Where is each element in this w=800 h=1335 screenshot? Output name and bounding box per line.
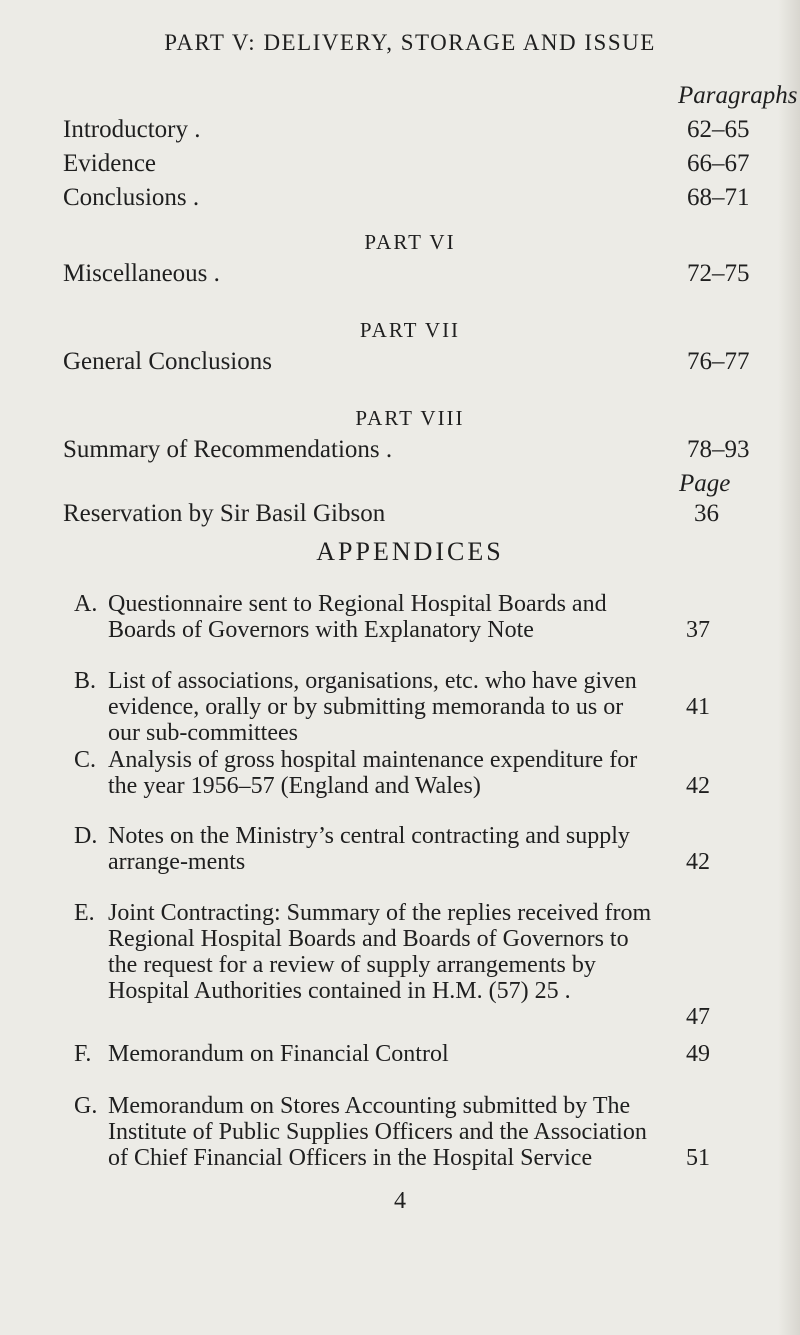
toc-row bbox=[63, 116, 773, 148]
page-number: 4 bbox=[394, 1188, 406, 1214]
part-heading: PART V: DELIVERY, STORAGE AND ISSUE bbox=[164, 30, 656, 55]
part-title: PART VII bbox=[359, 318, 461, 342]
toc-row bbox=[63, 260, 773, 292]
appendix-text: Questionnaire sent to Regional Hospital Boards and Boards of Governors with Explanatory Note bbox=[108, 591, 607, 643]
toc-row-label: Evidence bbox=[63, 150, 157, 177]
appendix-letter: G. bbox=[74, 1093, 98, 1119]
toc-row-paragraphs: 78–93 bbox=[687, 436, 750, 463]
part-title: PART VIII bbox=[355, 406, 465, 430]
toc-row-paragraphs: 66–67 bbox=[687, 150, 750, 177]
appendix-text: Memorandum on Financial Control bbox=[108, 1041, 449, 1067]
appendix-page: 42 bbox=[686, 849, 710, 875]
toc-row-paragraphs: 62–65 bbox=[687, 116, 750, 143]
appendix-letter: D. bbox=[74, 823, 98, 849]
appendix-page: 42 bbox=[686, 773, 710, 799]
appendix-page: 49 bbox=[686, 1041, 710, 1067]
appendix-page: 47 bbox=[686, 1004, 710, 1030]
toc-row-paragraphs: 72–75 bbox=[687, 260, 750, 287]
part-title: PART VI bbox=[364, 230, 456, 254]
appendix-page: 41 bbox=[686, 694, 710, 720]
appendix-page: 37 bbox=[686, 617, 710, 643]
appendix-text: Memorandum on Stores Accounting submitted by The Institute of Public Supplies Officers and the Association of Chief Financial Officers in the Hospital Service bbox=[108, 1093, 647, 1171]
toc-row bbox=[63, 500, 773, 532]
appendix-text: List of associations, organisations, etc. who have given evidence, orally or by submitting memoranda to us or our sub-committees bbox=[108, 668, 637, 746]
appendix-letter: C. bbox=[74, 747, 97, 773]
toc-row-label: General Conclusions bbox=[63, 348, 272, 375]
appendix-text: Analysis of gross hospital maintenance expenditure for the year 1956–57 (England and Wales) bbox=[108, 747, 638, 799]
toc-row bbox=[63, 436, 773, 468]
appendix-page: 51 bbox=[686, 1145, 710, 1171]
appendix-letter: A. bbox=[74, 591, 98, 617]
toc-row bbox=[63, 184, 773, 216]
appendix-letter: F. bbox=[74, 1041, 92, 1067]
toc-row-paragraphs: 76–77 bbox=[687, 348, 750, 375]
toc-row-label: Reservation by Sir Basil Gibson bbox=[63, 500, 386, 527]
toc-row-label: Conclusions . bbox=[63, 184, 200, 211]
appendix-text: Joint Contracting: Summary of the replies received from Regional Hospital Boards and Boards of Governors to the request for a review of supply arrangements by Hospital Authorities contained in H.M. (57) 25 . bbox=[108, 900, 652, 1004]
toc-row-label: Introductory . bbox=[63, 116, 201, 143]
toc-row bbox=[63, 348, 773, 380]
page-column-label: Page bbox=[679, 470, 731, 497]
toc-row-label: Summary of Recommendations . bbox=[63, 436, 393, 463]
toc-row bbox=[63, 150, 773, 182]
page-edge-shadow bbox=[778, 0, 800, 1335]
appendix-letter: B. bbox=[74, 668, 97, 694]
appendix-text: Notes on the Ministry’s central contracting and supply arrange-ments bbox=[108, 823, 630, 875]
toc-row-label: Miscellaneous . bbox=[63, 260, 220, 287]
paragraphs-column-label: Paragraphs bbox=[678, 82, 798, 109]
appendix-letter: E. bbox=[74, 900, 95, 926]
toc-row-paragraphs: 68–71 bbox=[687, 184, 750, 211]
appendices-title: APPENDICES bbox=[316, 537, 504, 566]
toc-row-page: 36 bbox=[694, 500, 719, 527]
